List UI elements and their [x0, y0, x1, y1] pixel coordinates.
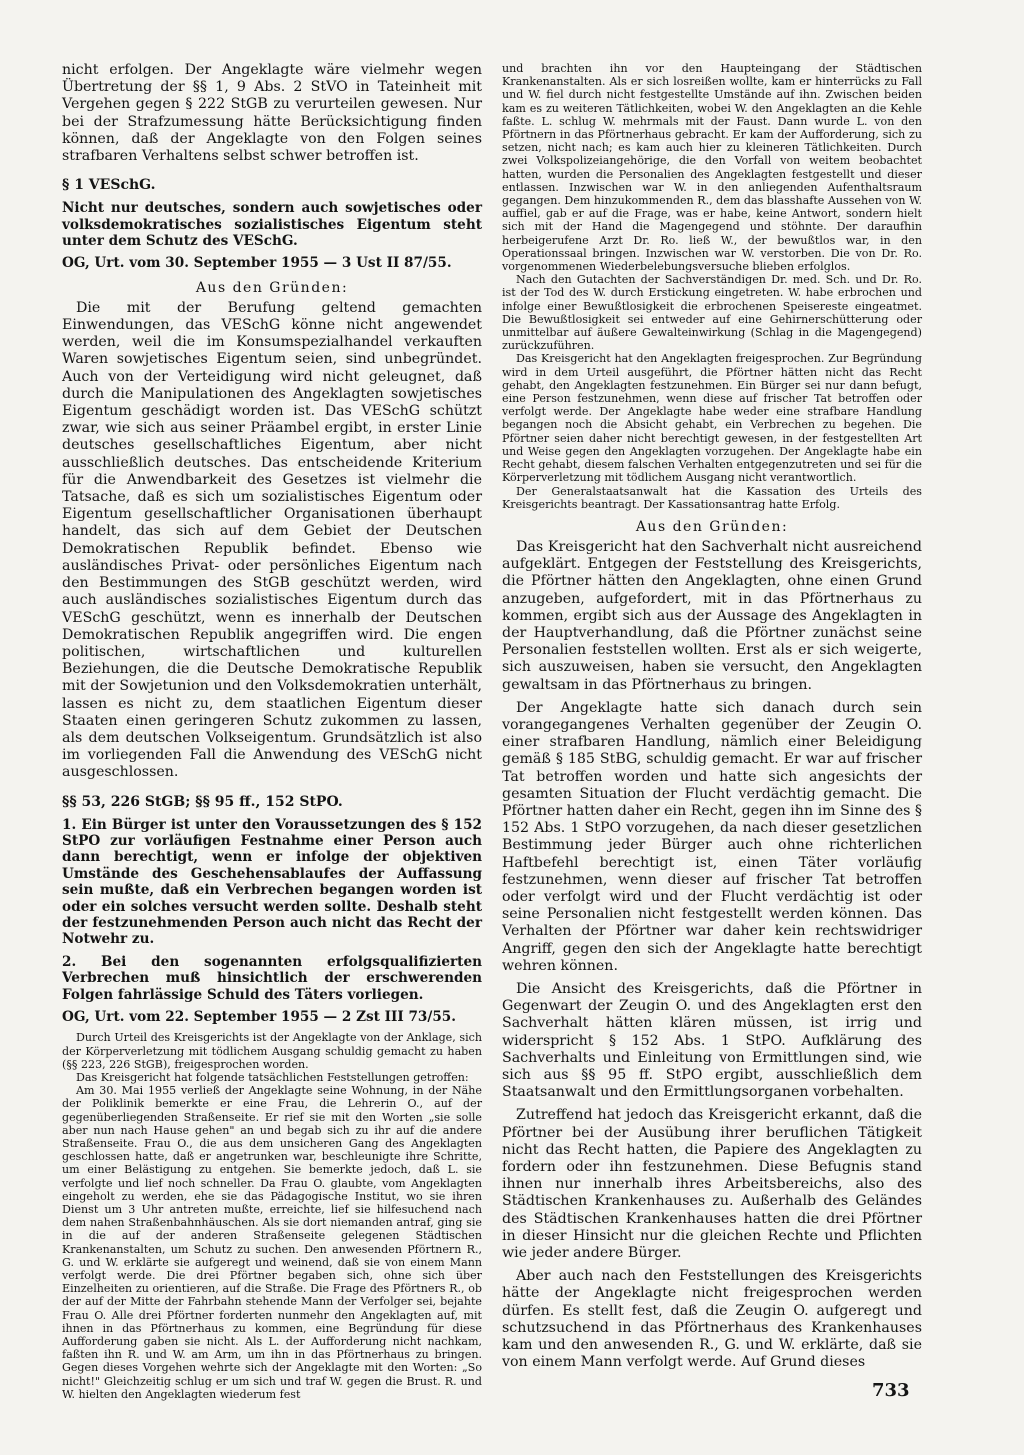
case2-facts-2: Das Kreisgericht hat folgende tatsächlichen Feststellungen getroffen:: [76, 1071, 469, 1085]
case1-grounds-title: Aus den Gründen:: [195, 279, 349, 296]
case2-grounds-title: Aus den Gründen:: [635, 518, 789, 535]
case2-headline-1: 1. Ein Bürger ist unter den Voraussetzungen des § 152 StPO zur vorläufigen Festnahme einer Person auch dann berechtigt, wenn er infolge der objektiven Umstände des Geschehensablaufes der Auffassung sein mußte, daß ein Verbrechen begangen worden ist oder ein solches versucht werden sollte. Deshalb steht der festzunehmenden Person auch nicht das Recht der Notwehr zu.: [62, 816, 482, 948]
case2-facts-3: Am 30. Mai 1955 verließ der Angeklagte seine Wohnung, in der Nähe der Poliklinik bemerkte er eine Frau, die Lehrerin O., auf der gegenüberliegenden Straßenseite. Er rief sie mit den Worten „sie solle aber nun nach Hause gehen" an und begab sich zu ihr auf die andere Straßenseite. Frau O., die aus dem unsicheren Gang des Angeklagten geschlossen hatte, daß er angetrunken war, beschleunigte ihre Schritte, um einer Belästigung zu entgehen. Sie bemerkte jedoch, daß L. sie verfolgte und lief noch schneller. Da Frau O. glaubte, vom Angeklagten eingeholt zu werden, ehe sie das Pädagogische Institut, wo sie ihren Dienst um 3 Uhr antreten mußte, erreichte, lief sie hilfesuchend nach dem nahen Straßenbahnhäuschen. Als sie dort niemanden antraf, ging sie in die auf der anderen Straßenseite gelegenen Städtischen Krankenanstalten, um Schutz zu suchen. Den anwesenden Pförtnern R., G. und W. erklärte sie aufgeregt und weinend, daß sie von einem Mann verfolgt werde. Die drei Pförtner begaben sich, ohne sich über Einzelheiten zu orientieren, auf die Straße. Die Frage des Pförtners R., ob der auf der Mitte der Fahrbahn stehende Mann der Verfolger sei, bejahte Frau O. Alle drei Pförtner forderten nunmehr den Angeklagten auf, mit ihnen in das Pförtnerhaus zu kommen, eine Begründung für diese Aufforderung gaben sie nicht. Als L. der Aufforderung nicht nachkam, faßten ihn R. und W. am Arm, um ihn in das Pförtnerhaus zu bringen. Gegen dieses Vorgehen wehrte sich der Angeklagte mit den Worten: „So nicht!" Gleichzeitig schlug er um sich und traf W. gegen die Brust. R. und W. hielten den Angeklagten wiederum fest: [62, 1084, 482, 1401]
grounds-paragraph-3: Die Ansicht des Kreisgerichts, daß die Pförtner in Gegenwart der Zeugin O. und des Angeklagten erst den Sachverhalt hätten klären müssen, ist irrig und widerspricht § 152 Abs. 1 StPO. Aufklärung des Sachverhalts und Einleitung von Ermittlungen sind, wie sich aus §§ 95 ff. StPO ergibt, ausschließlich dem Staatsanwalt und den Ermittlungsorganen vorbehalten.: [502, 980, 922, 1101]
left-column: [62, 62, 482, 1401]
grounds-paragraph-1: Das Kreisgericht hat den Sachverhalt nicht ausreichend aufgeklärt. Entgegen der Feststellung des Kreisgerichts, die Pförtner hätten den Angeklagten, ohne einen Grund anzugeben, aufgefordert, mit in das Pförtnerhaus zu kommen, ergibt sich aus der Aussage des Angeklagten in der Hauptverhandlung, daß die Pförtner zunächst seine Personalien feststellen wollten. Erst als er sich weigerte, sich auszuweisen, haben sie versucht, den Angeklagten gewaltsam in das Pförtnerhaus zu bringen.: [502, 538, 922, 693]
right-column: [502, 62, 922, 1371]
intro-paragraph: nicht erfolgen. Der Angeklagte wäre vielmehr wegen Übertretung der §§ 1, 9 Abs. 2 StVO in Tateinheit mit Vergehen gegen § 222 StGB zu verurteilen gewesen. Nur bei der Strafzumessung hätte Berücksichtigung finden können, daß der Angeklagte von den Folgen seines strafbaren Verhaltens selbst schwer betroffen ist.: [62, 62, 482, 165]
case2-heading: §§ 53, 226 StGB; §§ 95 ff., 152 StPO.: [62, 793, 343, 810]
case2-reference: OG, Urt. vom 22. September 1955 — 2 Zst III 73/55.: [62, 1009, 456, 1025]
grounds-paragraph-5: Aber auch nach den Feststellungen des Kreisgerichts hätte der Angeklagte nicht freigesprochen werden dürfen. Es stellt fest, daß die Zeugin O. aufgeregt und schutzsuchend in das Pförtnerhaus des Krankenhauses kam und den anwesenden R., G. und W. erklärte, daß sie von einem Mann verfolgt werde. Auf Grund dieses: [502, 1268, 922, 1371]
acquittal-reasoning: Das Kreisgericht hat den Angeklagten freigesprochen. Zur Begründung wird in dem Urteil ausgeführt, die Pförtner hätten nicht das Recht gehabt, den Angeklagten festzunehmen. Ein Bürger sei nur dann befugt, eine Person festzunehmen, wenn diese auf frischer Tat betroffen oder verfolgt werde. Der Angeklagte habe weder eine strafbare Handlung begangen noch die Absicht gehabt, ein Verbrechen zu begehen. Die Pförtner seien daher nicht berechtigt gewesen, in der festgestellten Art und Weise gegen den Angeklagten vorzugehen. Der Angeklagte habe ein Recht gehabt, diesem falschen Verhalten entgegenzutreten und sei für die Körperverletzung mit tödlichem Ausgang nicht verantwortlich.: [502, 352, 922, 485]
grounds-paragraph-2: Der Angeklagte hatte sich danach durch sein vorangegangenes Verhalten gegenüber der Zeugin O. einer strafbaren Handlung, nämlich einer Beleidigung gemäß § 185 StBG, schuldig gemacht. Er war auf frischer Tat betroffen worden und hatte sich angesichts der gesamten Situation der Flucht verdächtig gemacht. Die Pförtner hatten daher ein Recht, gegen ihn im Sinne des § 152 Abs. 1 StPO vorzugehen, da nach dieser gesetzlichen Bestimmung jeder Bürger auch ohne richterlichen Haftbefehl berechtigt ist, einen Täter vorläufig festzunehmen, wenn dieser auf frischer Tat betroffen oder verfolgt wird und der Flucht verdächtig ist oder seine Personalien nicht festgestellt werden können. Das Verhalten der Pförtner war daher kein rechtswidriger Angriff, gegen den sich der Angeklagte hatte berechtigt wehren können.: [502, 699, 922, 974]
expert-opinion: Nach den Gutachten der Sachverständigen Dr. med. Sch. und Dr. Ro. ist der Tod des W. durch Erstickung eingetreten. W. habe erbrochen und infolge einer Bewußtlosigkeit die erbrochenen Speisereste eingeatmet. Die Bewußtlosigkeit sei entweder auf eine Gehirnerschütterung oder unmittelbar auf äußere Gewalteinwirkung (Schlag in die Magengegend) zurückzuführen.: [502, 273, 922, 353]
case1-heading: § 1 VESchG.: [62, 177, 156, 194]
cassation-note: Der Generalstaatsanwalt hat die Kassation des Urteils des Kreisgerichts beantragt. Der Kassationsantrag hatte Erfolg.: [502, 484, 922, 511]
page-number: 733: [872, 1380, 910, 1401]
case1-headline: Nicht nur deutsches, sondern auch sowjetisches oder volksdemokratisches sozialistisches Eigentum steht unter dem Schutz des VESchG.: [62, 200, 482, 250]
case1-body: Die mit der Berufung geltend gemachten Einwendungen, das VESchG könne nicht angewendet werden, weil die im Konsumspezialhandel verkauften Waren sowjetisches Eigentum seien, sind unbegründet. Auch von der Verteidigung wird nicht geleugnet, daß durch die Manipulationen des Angeklagten sowjetisches Eigentum geschädigt worden ist. Das VESchG schützt zwar, wie sich aus seiner Präambel ergibt, in erster Linie deutsches gesellschaftliches Eigentum, aber nicht ausschließlich deutsches. Das entscheidende Kriterium für die Anwendbarkeit des Gesetzes ist vielmehr die Tatsache, daß es sich um sozialistisches Eigentum oder Eigentum gesellschaftlicher Organisationen überhaupt handelt, das sich auf dem Gebiet der Deutschen Demokratischen Republik befindet. Ebenso wie ausländisches Privat- oder persönliches Eigentum nach den Bestimmungen des StGB geschützt werden, wird auch ausländisches sozialistisches Eigentum durch das VESchG geschützt, wenn es innerhalb der Deutschen Demokratischen Republik angegriffen wird. Die engen politischen, wirtschaftlichen und kulturellen Beziehungen, die die Deutsche Demokratische Republik mit der Sowjetunion und den Volksdemokratien unterhält, lassen es nicht zu, dem staatlichen Eigentum dieser Staaten einen geringeren Schutz zukommen zu lassen, als dem deutschen Volkseigentum. Grundsätzlich ist also im vorliegenden Fall die Anwendung des VESchG nicht ausgeschlossen.: [62, 299, 482, 781]
grounds-paragraph-4: Zutreffend hat jedoch das Kreisgericht erkannt, daß die Pförtner bei der Ausübung ihrer beruflichen Tätigkeit nicht das Recht hatten, die Papiere des Angeklagten zu fordern oder ihn festzunehmen. Diese Befugnis stand ihnen nur innerhalb ihres Arbeitsbereichs, also des Städtischen Krankenhauses zu. Außerhalb des Geländes des Städtischen Krankenhauses hatten die drei Pförtner in dieser Hinsicht nur die gleichen Rechte und Pflichten wie jeder andere Bürger.: [502, 1107, 922, 1262]
case2-headline-2: 2. Bei den sogenannten erfolgsqualifizierten Verbrechen muß hinsichtlich der erschwerenden Folgen fahrlässige Schuld des Täters vorliegen.: [62, 953, 482, 1003]
case1-reference: OG, Urt. vom 30. September 1955 — 3 Ust II 87/55.: [62, 255, 452, 272]
case2-facts-1: Durch Urteil des Kreisgerichts ist der Angeklagte von der Anklage, sich der Körperverletzung mit tödlichem Ausgang schuldig gemacht zu haben (§§ 223, 226 StGB), freigesprochen worden.: [62, 1031, 482, 1071]
facts-continued: und brachten ihn vor den Haupteingang der Städtischen Krankenanstalten. Als er sich losreißen wollte, kam er hinterrücks zu Fall und W. fiel durch nicht festgestellte Umstände auf ihn. Zwischen beiden kam es zu weiteren Tätlichkeiten, wobei W. den Angeklagten an die Kehle faßte. L. schlug W. mehrmals mit der Faust. Dann wurde L. von den Pförtnern in das Pförtnerhaus gebracht. Er kam der Aufforderung, sich zu setzen, nicht nach; es kam auch hier zu kleineren Tätlichkeiten. Durch zwei Volkspolizeiangehörige, die den Vorfall von weitem beobachtet hatten, wurden die Personalien des Angeklagten festgestellt und dieser entlassen. Inzwischen war W. in den anliegenden Aufenthaltsraum gegangen. Dem hinzukommenden R., dem das blasshafte Aussehen von W. auffiel, gab er auf die Frage, was er habe, keine Antwort, sondern hielt sich mit der Hand die Magengegend und stöhnte. Der daraufhin herbeigerufene Arzt Dr. Ro. ließ W., der bewußtlos war, in den Operationssaal bringen. Inzwischen war W. verstorben. Die von Dr. Ro. vorgenommenen Wiederbelebungsversuche blieben erfolglos.: [502, 62, 922, 274]
